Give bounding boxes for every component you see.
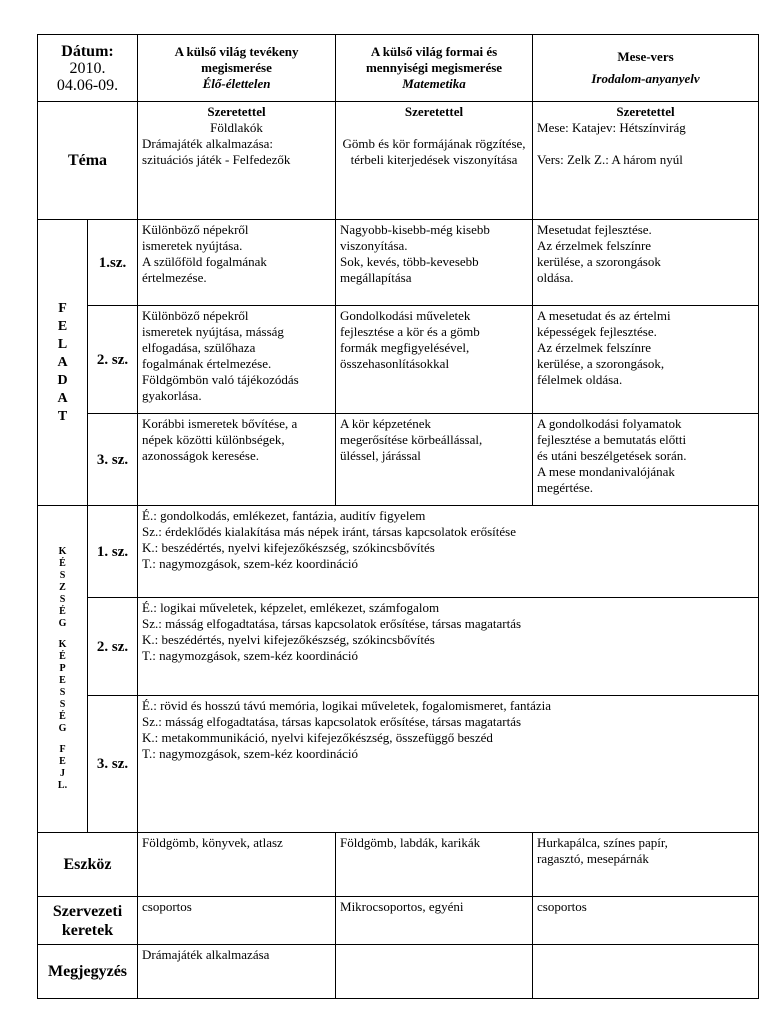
megjegyzes-cell: Drámajáték alkalmazása	[138, 945, 336, 999]
megjegyzes-label: Megjegyzés	[38, 945, 138, 999]
eszkoz-label: Eszköz	[38, 833, 138, 897]
megjegyzes-cell	[336, 945, 533, 999]
feladat-row-label: 2. sz.	[88, 306, 138, 414]
keszseg-letter: K	[58, 546, 67, 557]
keszseg-letter: É	[59, 606, 66, 617]
keszseg-letter: K	[58, 639, 67, 650]
feladat-cell: Korábbi ismeretek bővítése, a népek közötti különbségek, azonosságok keresése.	[138, 414, 336, 506]
keszseg-letter: G	[58, 618, 67, 629]
tema-col2-line1: Gömb és kör formájának rögzítése, térbeli kiterjedések viszonyítása	[342, 136, 526, 167]
header-col2-subtitle: Matemetika	[402, 76, 466, 91]
keszseg-cell: É.: gondolkodás, emlékezet, fantázia, auditív figyelem Sz.: érdeklődés kialakítása más népek iránt, társas kapcsolatok erősítése K.: beszédértés, nyelvi kifejezőkészség, szókincsbővítés T.: nagymozgások, szem-kéz koordináció	[138, 506, 759, 598]
tema-col3	[533, 102, 759, 220]
feladat-row-label: 3. sz.	[88, 414, 138, 506]
keszseg-letter: S	[59, 699, 66, 710]
feladat-cell: A mesetudat és az értelmi képességek fejlesztése. Az érzelmek felszínre kerülése, a szorongások, félelmek oldása.	[533, 306, 759, 414]
keszseg-letter: S	[59, 687, 66, 698]
keszseg-letter: P	[59, 663, 66, 674]
feladat-letter: A	[57, 354, 68, 370]
megjegyzes-cell	[533, 945, 759, 999]
header-row	[38, 35, 759, 102]
header-col3-subtitle: Irodalom-anyanyelv	[591, 71, 700, 86]
header-col1-subtitle: Élő-élettelen	[202, 76, 271, 91]
eszkoz-cell: Földgömb, labdák, karikák	[336, 833, 533, 897]
date-cell	[38, 35, 138, 102]
szervezeti-label-line1: Szervezeti	[52, 902, 123, 920]
szervezeti-cell: Mikrocsoportos, egyéni	[336, 897, 533, 945]
keszseg-letter: F	[59, 744, 66, 755]
keszseg-row-label: 1. sz.	[88, 506, 138, 598]
date-range: 04.06-09.	[56, 76, 119, 94]
letter-gap	[38, 735, 87, 744]
feladat-letter: D	[57, 372, 68, 388]
feladat-cell: Nagyobb-kisebb-még kisebb viszonyítása. Sok, kevés, több-kevesebb megállapítása	[336, 220, 533, 306]
keszseg-cell: É.: rövid és hosszú távú memória, logikai műveletek, fogalomismeret, fantázia Sz.: másság elfogadtatása, társas kapcsolatok erősítése, társas magatartás K.: metakommunikáció, nyelvi kifejezőkészség, összefüggő beszéd T.: nagymozgások, szem-kéz koordináció	[138, 696, 759, 833]
keszseg-letter: J	[60, 768, 65, 779]
feladat-letter: L	[57, 336, 68, 352]
keszseg-letter: É	[59, 651, 66, 662]
keszseg-letter: E	[59, 675, 66, 686]
feladat-cell: A gondolkodási folyamatok fejlesztése a bemutatás előtti és utáni beszélgetések során. A mese mondanivalójának megértése.	[533, 414, 759, 506]
date-label: Dátum:	[61, 42, 114, 60]
feladat-row-3	[38, 414, 759, 506]
tema-col1-title: Szeretettel	[207, 104, 266, 119]
lesson-plan-table	[37, 34, 759, 999]
feladat-letter: A	[57, 390, 68, 406]
keszseg-letter: G	[58, 723, 67, 734]
feladat-cell: Különböző népekről ismeretek nyújtása, másság elfogadása, szülőhaza fogalmának értelmezése. Földgömbön való tájékozódás gyakorlása.	[138, 306, 336, 414]
keszseg-row-3	[38, 696, 759, 833]
tema-col1	[138, 102, 336, 220]
keszseg-letter: E	[59, 756, 66, 767]
feladat-letter: E	[57, 318, 68, 334]
keszseg-letter: É	[59, 711, 66, 722]
szervezeti-cell: csoportos	[533, 897, 759, 945]
keszseg-vertical-label	[38, 506, 88, 833]
feladat-vertical-label	[38, 220, 88, 506]
keszseg-letter: L.	[57, 780, 68, 791]
tema-col1-line3: szituációs játék - Felfedezők	[142, 152, 291, 167]
keszseg-letter: S	[59, 594, 66, 605]
header-col3	[533, 35, 759, 102]
keszseg-row-label: 2. sz.	[88, 598, 138, 696]
keszseg-cell: É.: logikai műveletek, képzelet, emlékezet, számfogalom Sz.: másság elfogadtatása, társas kapcsolatok erősítése, társas magatartás K.: beszédértés, nyelvi kifejezőkészség, szókincsbővítés T.: nagymozgások, szem-kéz koordináció	[138, 598, 759, 696]
feladat-cell: Mesetudat fejlesztése. Az érzelmek felszínre kerülése, a szorongások oldása.	[533, 220, 759, 306]
feladat-letter: T	[57, 408, 68, 424]
letter-gap	[38, 630, 87, 639]
tema-label: Téma	[38, 102, 138, 220]
eszkoz-row	[38, 833, 759, 897]
date-year: 2010.	[69, 59, 106, 77]
eszkoz-cell: Hurkapálca, színes papír, ragasztó, mesepárnák	[533, 833, 759, 897]
keszseg-row-2	[38, 598, 759, 696]
feladat-row-label: 1.sz.	[88, 220, 138, 306]
tema-col3-title: Szeretettel	[616, 104, 675, 119]
keszseg-letter: Z	[59, 582, 66, 593]
feladat-cell: A kör képzetének megerősítése körbeállással, üléssel, járással	[336, 414, 533, 506]
feladat-cell: Gondolkodási műveletek fejlesztése a kör és a gömb formák megfigyelésével, összehasonlításokkal	[336, 306, 533, 414]
szervezeti-row	[38, 897, 759, 945]
feladat-cell: Különböző népekről ismeretek nyújtása. A szülőföld fogalmának értelmezése.	[138, 220, 336, 306]
feladat-row-1	[38, 220, 759, 306]
szervezeti-cell: csoportos	[138, 897, 336, 945]
tema-col3-line1: Mese: Katajev: Hétszínvirág	[537, 120, 686, 135]
keszseg-row-1	[38, 506, 759, 598]
tema-col1-line2: Drámajáték alkalmazása:	[142, 136, 274, 151]
feladat-letter: F	[58, 300, 67, 316]
tema-col2	[336, 102, 533, 220]
header-col3-title: Mese-vers	[617, 49, 674, 64]
header-col2	[336, 35, 533, 102]
szervezeti-label	[38, 897, 138, 945]
szervezeti-label-line2: keretek	[61, 921, 114, 939]
keszseg-letter: S	[59, 570, 66, 581]
keszseg-letter: É	[59, 558, 66, 569]
tema-col1-line1: Földlakók	[210, 120, 263, 135]
eszkoz-cell: Földgömb, könyvek, atlasz	[138, 833, 336, 897]
megjegyzes-row	[38, 945, 759, 999]
header-col1-title: A külső világ tevékeny megismerése	[174, 44, 299, 75]
tema-row	[38, 102, 759, 220]
keszseg-row-label: 3. sz.	[88, 696, 138, 833]
feladat-row-2	[38, 306, 759, 414]
header-col1	[138, 35, 336, 102]
tema-col3-line2: Vers: Zelk Z.: A három nyúl	[537, 152, 683, 167]
header-col2-title: A külső világ formai és mennyiségi megismerése	[365, 44, 503, 75]
tema-col2-title: Szeretettel	[404, 104, 464, 119]
